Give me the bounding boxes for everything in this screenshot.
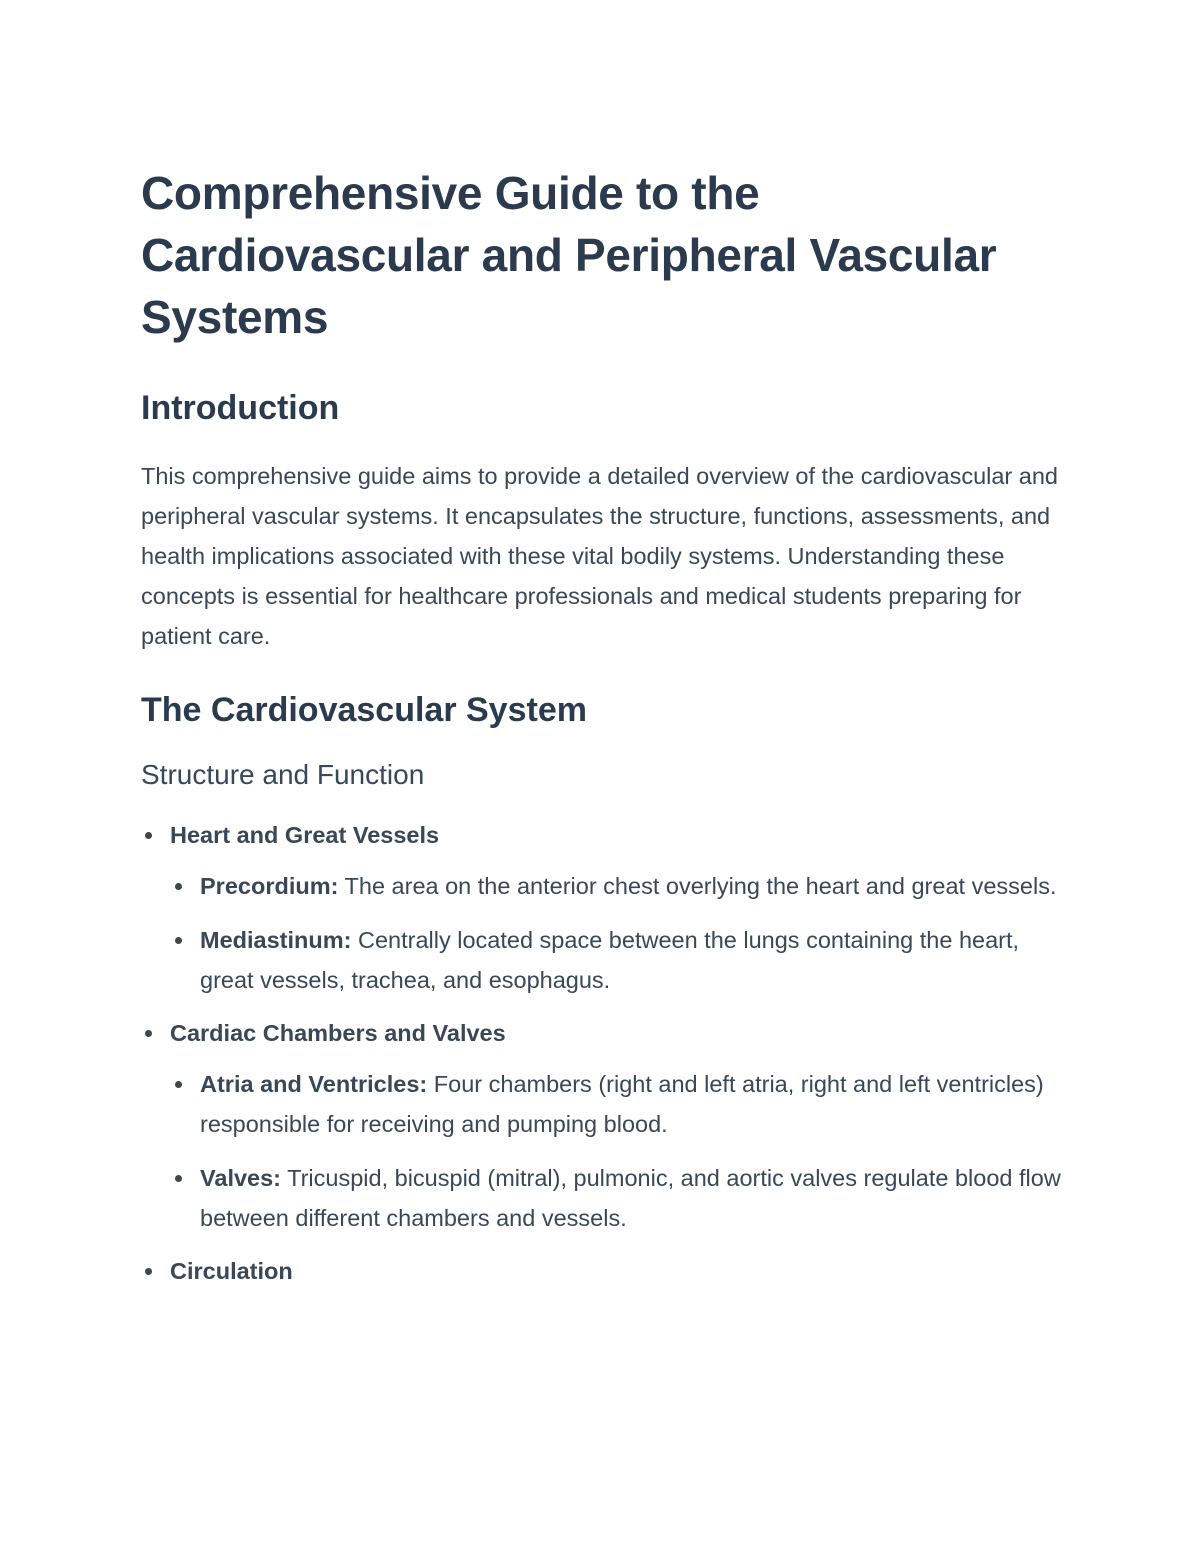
term-definition: Tricuspid, bicuspid (mitral), pulmonic, and aortic valves regulate blood flow between different chambers and vessels. [200, 1165, 1061, 1231]
sub-list-item-valves [170, 1158, 1071, 1238]
term-label: Valves: [200, 1165, 282, 1191]
bullet-icon [175, 1175, 182, 1182]
list-item-circulation [141, 1252, 1071, 1290]
bullet-icon [145, 832, 152, 839]
list-item-cardiac-chambers-and-valves [141, 1014, 1071, 1238]
term-label: Mediastinum: [200, 927, 352, 953]
bullet-icon [145, 1268, 152, 1275]
term-definition: Four chambers (right and left atria, right and left ventricles) responsible for receiving and pumping blood. [200, 1071, 1044, 1137]
bullet-icon [175, 1081, 182, 1088]
introduction-heading: Introduction [141, 389, 340, 427]
document-page [141, 162, 1071, 1302]
term-label: Precordium: [200, 873, 339, 899]
bullet-icon [145, 1030, 152, 1037]
sub-list-item-atria-and-ventricles [170, 1064, 1071, 1144]
cardiovascular-system-heading: The Cardiovascular System [141, 691, 587, 729]
bullet-icon [175, 883, 182, 890]
term-definition: The area on the anterior chest overlying the heart and great vessels. [338, 873, 1057, 899]
term-label: Atria and Ventricles: [200, 1071, 428, 1097]
list-item-heart-and-great-vessels [141, 816, 1071, 1000]
document-title: Comprehensive Guide to the Cardiovascular and Peripheral Vascular Systems [141, 167, 997, 343]
introduction-paragraph: This comprehensive guide aims to provide a detailed overview of the cardiovascular and peripheral vascular systems. It encapsulates the structure, functions, assessments, and health implications associated with these vital bodily systems. Understanding these concepts is essential for healthcare professionals and medical students preparing for patient care. [141, 463, 1058, 649]
structure-list [141, 816, 1071, 1290]
sub-list-item-precordium [170, 866, 1071, 906]
structure-and-function-heading: Structure and Function [141, 759, 425, 790]
sub-list [170, 1064, 1071, 1238]
list-item-label: Heart and Great Vessels [170, 822, 440, 848]
sub-list-item-mediastinum [170, 920, 1071, 1000]
term-definition: Centrally located space between the lungs containing the heart, great vessels, trachea, and esophagus. [200, 927, 1020, 993]
sub-list [170, 866, 1071, 1000]
list-item-label: Cardiac Chambers and Valves [170, 1020, 506, 1046]
bullet-icon [175, 937, 182, 944]
list-item-label: Circulation [170, 1258, 293, 1284]
